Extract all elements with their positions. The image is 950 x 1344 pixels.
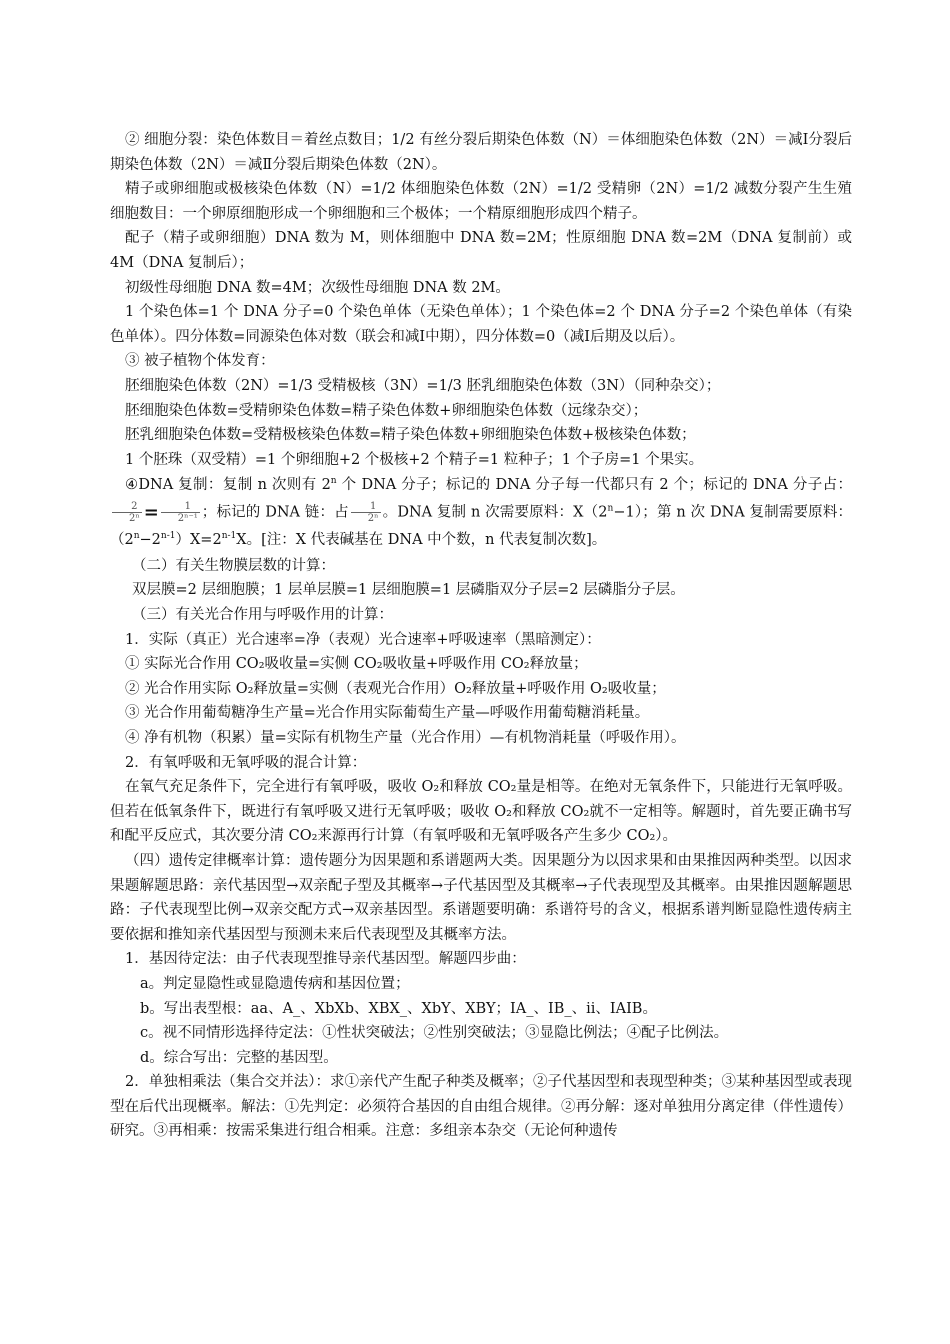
fraction-2-over-2n: $\frac{2}{\text{2ⁿ}}$ (112, 501, 142, 524)
para-endosperm-chromosome: 胚乳细胞染色体数=受精极核染色体数=精子染色体数+卵细胞染色体数+极核染色体数； (125, 427, 696, 444)
para-embryo-cell-chromosome: 胚细胞染色体数=受精卵染色体数=精子染色体数+卵细胞染色体数（远缘杂交）； (125, 402, 648, 419)
fraction-1-over-2n: $\frac{1}{\text{2ⁿ}}$ (351, 501, 381, 524)
para-independent-multiplication: 2．单独相乘法（集合交并法）：求①亲代产生配子种类及概率；②子代基因型和表现型种类；③某种基因型或表现型在后代出现概率。解法：①先判定：必须符合基因的自由组合规律。②再分解：逐对单独用分离定律（伴性遗传）研究。③再相乘：按需采集进行组合相乘。注意：多组亲本杂交（无论何种遗传 (110, 1074, 852, 1140)
para-ovule-seed: 1 个胚珠（双受精）=1 个卵细胞+2 个极核+2 个精子=1 粒种子；1 个子房=1 个果实。 (125, 451, 704, 468)
step-b: b。写出表型根：aa、A_、XbXb、XBX_、XbY、XBY；IA_、IB_、ii、IAIB。 (140, 1000, 657, 1017)
step-c: c。视不同情形选择待定法：①性状突破法；②性别突破法；③显隐比例法；④配子比例法。 (140, 1025, 729, 1042)
para-chromosome-dna-relation: 1 个染色体=1 个 DNA 分子=0 个染色单体（无染色单体）；1 个染色体=2 个 DNA 分子=2 个染色单体（有染色单体）。四分体数=同源染色体对数（联会和减Ⅰ中期），四分体数=0（减Ⅰ后期及以后）。 (110, 304, 852, 345)
para-co2-absorption: ① 实际光合作用 CO₂吸收量=实侧 CO₂吸收量+呼吸作用 CO₂释放量； (125, 656, 588, 673)
document-page (110, 128, 852, 1144)
heading-membrane-layers: （二）有关生物膜层数的计算： (132, 557, 335, 574)
para-actual-photosynthesis-rate: 1．实际（真正）光合速率=净（表观）光合速率+呼吸速率（黑暗测定）： (125, 631, 601, 648)
fraction-1-over-2n-1: $\frac{1}{\text{2ⁿ⁻¹}}$ (161, 501, 200, 524)
para-sperm-egg-chromosome: 精子或卵细胞或极核染色体数（N）=1/2 体细胞染色体数（2N）=1/2 受精卵（2N）=1/2 减数分裂产生生殖细胞数目：一个卵原细胞形成一个卵细胞和三个极体；一个精原细胞形成四个精子。 (110, 181, 852, 222)
step-d: d。综合写出：完整的基因型。 (140, 1049, 338, 1066)
para-dna-replication: ④DNA 复制：复制 n 次则有 2$^n$ 个 DNA 分子；标记的 DNA 分子每一代都只有 2 个；标记的 DNA 分子占： $\frac{2}{\text{2ⁿ}}$ = $\frac{1}{\text{2ⁿ⁻¹}}$ ；标记的 DNA 链：占 $\frac{1}{\text{2ⁿ}}$ 。DNA 复制 n 次需要原料：$X(2^n-1)$；第 n 次 DNA 复制需要原料：$(2^n-2^{n-1})X=2^{n-1}X$。[注：X 代表碱基在 DNA 中个数，n 代表复制次数]。 (110, 476, 853, 548)
heading-mixed-respiration: 2．有氧呼吸和无氧呼吸的混合计算： (125, 754, 367, 771)
para-embryo-chromosome: 胚细胞染色体数（2N）=1/3 受精极核（3N）=1/3 胚乳细胞染色体数（3N）（同种杂交）； (125, 377, 721, 394)
step-a: a。判定显隐性或显隐遗传病和基因位置； (140, 975, 410, 992)
para-glucose-production: ③ 光合作用葡萄糖净生产量=光合作用实际葡萄生产量—呼吸作用葡萄糖消耗量。 (125, 705, 650, 722)
para-gamete-dna: 配子（精子或卵细胞）DNA 数为 M，则体细胞中 DNA 数=2M；性原细胞 DNA 数=2M（DNA 复制前）或 4M（DNA 复制后）； (110, 230, 852, 271)
para-net-organic: ④ 净有机物（积累）量=实际有机物生产量（光合作用）—有机物消耗量（呼吸作用）。 (125, 729, 686, 746)
para-cell-division: ② 细胞分裂：染色体数目＝着丝点数目；1/2 有丝分裂后期染色体数（N）＝体细胞染色体数（2N）＝减Ⅰ分裂后期染色体数（2N）＝减Ⅱ分裂后期染色体数（2N）。 (110, 132, 852, 173)
heading-angiosperm-development: ③ 被子植物个体发育： (125, 353, 275, 370)
para-membrane-layers: 双层膜=2 层细胞膜；1 层单层膜=1 层细胞膜=1 层磷脂双分子层=2 层磷脂分子层。 (132, 582, 685, 599)
heading-gene-undetermined-method: 1．基因待定法：由子代表现型推导亲代基因型。解题四步曲： (125, 951, 526, 968)
para-primary-oocyte-dna: 初级性母细胞 DNA 数=4M；次级性母细胞 DNA 数 2M。 (125, 279, 510, 296)
heading-photosynthesis-respiration: （三）有关光合作用与呼吸作用的计算： (132, 607, 393, 623)
para-mixed-respiration: 在氧气充足条件下，完全进行有氧呼吸，吸收 O₂和释放 CO₂量是相等。在绝对无氧条件下，只能进行无氧呼吸。但若在低氧条件下，既进行有氧呼吸又进行无氧呼吸；吸收 O₂和释放 CO₂就不一定相等。解题时，首先要正确书写和配平反应式，其次要分清 CO₂来源再行计算（有氧呼吸和无氧呼吸各产生多少 CO₂）。 (110, 779, 852, 845)
equals-sign: = (143, 502, 159, 524)
para-genetics-probability: （四）遗传定律概率计算：遗传题分为因果题和系谱题两大类。因果题分为以因求果和由果推因两种类型。以因求果题解题思路：亲代基因型→双亲配子型及其概率→子代基因型及其概率→子代表现型及其概率。由果推因题解题思路：子代表现型比例→双亲交配方式→双亲基因型。系谱题要明确：系谱符号的含义，根据系谱判断显隐性遗传病主要依据和推知亲代基因型与预测未来后代表现型及其概率方法。 (110, 852, 852, 943)
para-o2-release: ② 光合作用实际 O₂释放量=实侧（表观光合作用）O₂释放量+呼吸作用 O₂吸收量； (125, 680, 666, 697)
